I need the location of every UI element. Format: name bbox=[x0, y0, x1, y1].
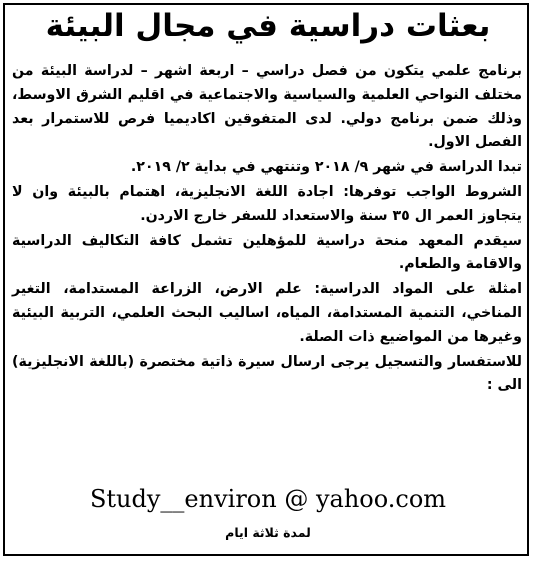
ad-title: بعثات دراسية في مجال البيئة bbox=[45, 8, 491, 44]
paragraph-program-description: برنامج علمي يتكون من فصل دراسي – اربعة اشهر – لدراسة البيئة من مختلف النواحي العلمية والسياسية والاجتماعية في اقليم الشرق الاوسط، وذلك ضمن برنامج دولي. لدى المتفوقين اكاديميا فرص للاستمرار بعد الفصل الاول. bbox=[12, 63, 522, 151]
paragraph-subjects: امثلة على المواد الدراسية: علم الارض، الزراعة المستدامة، التغير المناخي، التنمية المستدامة، المياه، اساليب البحث العلمي، التربية البيئية وغيرها من المواضيع ذات الصلة. bbox=[12, 281, 522, 345]
ad-duration: لمدة ثلاثة ايام bbox=[225, 525, 311, 540]
paragraph-contact-instructions: للاستفسار والتسجيل يرجى ارسال سيرة ذاتية مختصرة (باللغة الانجليزية) الى : bbox=[12, 353, 522, 394]
contact-email[interactable]: Study__environ @ yahoo.com bbox=[89, 485, 447, 513]
paragraph-study-dates: تبدا الدراسة في شهر ٩/ ٢٠١٨ وتنتهي في بداية ٢/ ٢٠١٩. bbox=[130, 159, 522, 176]
paragraph-scholarship: سيقدم المعهد منحة دراسية للمؤهلين تشمل كافة التكاليف الدراسية والاقامة والطعام. bbox=[12, 232, 522, 273]
paragraph-requirements: الشروط الواجب توفرها: اجادة اللغة الانجليزية، اهتمام بالبيئة وان لا يتجاوز العمر ال ٣٥ سنة والاستعداد للسفر خارج الاردن. bbox=[12, 183, 522, 224]
ad-body bbox=[12, 60, 522, 398]
